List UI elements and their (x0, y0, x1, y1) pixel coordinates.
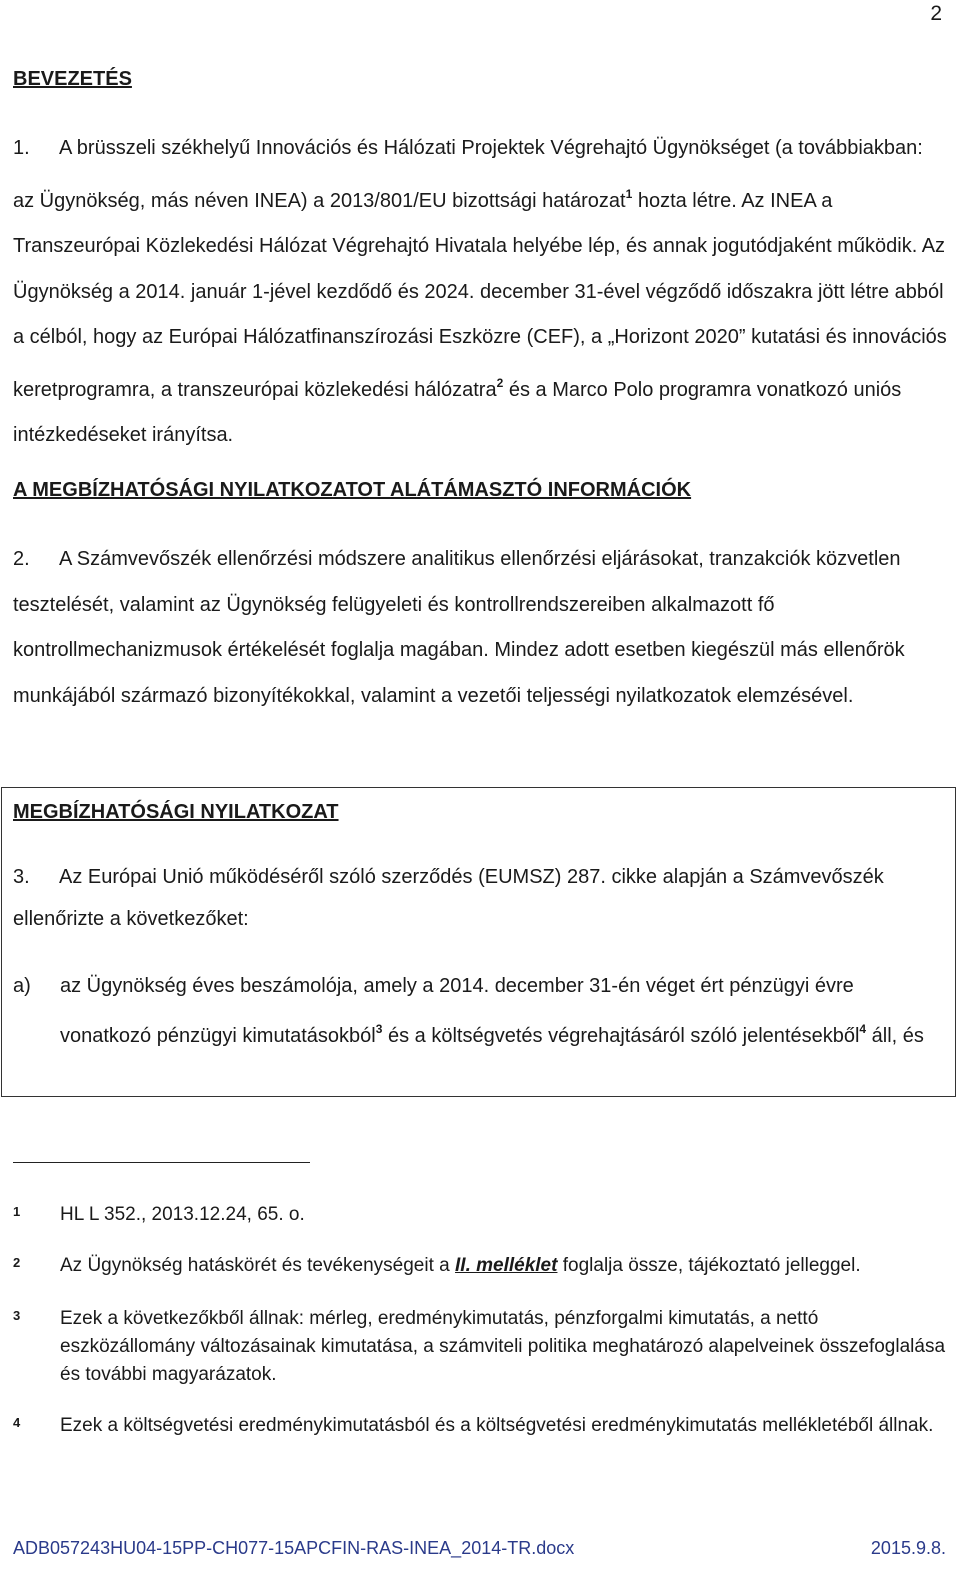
footnote-1 (13, 1201, 948, 1229)
paragraph-text: és a Marco Polo programra vonatkozó uniós intézkedéseket irányítsa. (13, 378, 902, 446)
footnote-reference[interactable]: 1 (625, 186, 633, 201)
section-heading-statement: MEGBÍZHATÓSÁGI NYILATKOZAT (13, 801, 339, 823)
footnote-4 (13, 1412, 948, 1440)
paragraph-3 (13, 856, 948, 940)
footnote-separator (13, 1162, 310, 1163)
page-number: 2 (930, 2, 942, 25)
paragraph-number: 1. (13, 137, 30, 159)
footer-date: 2015.9.8. (870, 1538, 946, 1558)
footnote-mark: 3 (13, 1308, 21, 1323)
list-item-text: áll, és (866, 1025, 924, 1047)
footnote-2 (13, 1252, 948, 1280)
paragraph-text: A Számvevőszék ellenőrzési módszere analitikus ellenőrzési eljárásokat, tranzakciók közvetlen tesztelését, valamint az Ügynökség felügyeleti és kontrollrendszereiben alkalmazott fő kontrollmechanizmusok értékelését foglalja magában. Mindez adott esetben kiegészül más ellenőrök munkájából származó bizonyítékokkal, valamint a vezetői teljességi nyilatkozatok elemzésével. (13, 548, 905, 707)
footnote-text: foglalja össze, tájékoztató jelleggel. (557, 1255, 861, 1276)
footnote-mark: 2 (13, 1255, 21, 1270)
footnote-text: Az Ügynökség hatáskörét és tevékenységeit a (60, 1255, 456, 1276)
footnote-mark: 4 (13, 1415, 21, 1430)
footer-document-name: ADB057243HU04-15PP-CH077-15APCFIN-RAS-INEA_2014-TR.docx (13, 1538, 575, 1558)
paragraph-number: 2. (13, 548, 30, 570)
paragraph-text: A brüsszeli székhelyű Innovációs és Hálózati Projektek Végrehajtó Ügynökséget (a továbbiakban: az Ügynökség, más néven INEA) a 2013/801/EU bizottsági határozat (13, 137, 923, 212)
paragraph-text: Az Európai Unió működéséről szóló szerződés (EUMSZ) 287. cikke alapján a Számvevőszék ellenőrizte a következőket: (13, 866, 884, 930)
footnote-reference[interactable]: 4 (859, 1022, 867, 1036)
footnote-text: Ezek a költségvetési eredménykimutatásból és a költségvetési eredménykimutatás mellékletéből állnak. (60, 1415, 934, 1436)
list-item-text: és a költségvetés végrehajtásáról szóló jelentésekből (382, 1025, 860, 1047)
footnote-reference[interactable]: 3 (375, 1022, 383, 1036)
list-item-text: az Ügynökség éves beszámolója, amely a 2014. december 31-én véget ért pénzügyi évre vonatkozó pénzügyi kimutatásokból (60, 975, 854, 1047)
footnote-text: Ezek a következőkből állnak: mérleg, eredménykimutatás, pénzforgalmi kimutatás, a nettó eszközállomány változásainak kimutatása, a számviteli politika meghatározó alapelveinek összefoglalása és további magyarázatok. (60, 1308, 946, 1385)
paragraph-text: hozta létre. Az INEA a Transzeurópai Közlekedési Hálózat Végrehajtó Hivatala helyébe lép, és annak jogutódjaként működik. Az Ügynökség a 2014. január 1-jével kezdődő és 2024. december 31-ével végződő időszakra jött létre abból a célból, hogy az Európai Hálózatfinanszírozási Eszközre (CEF), a „Horizont 2020” kutatási és innovációs keretprogramra, a transzeurópai közlekedési hálózatra (13, 189, 947, 401)
footnote-reference[interactable]: 2 (496, 375, 504, 390)
paragraph-number: 3. (13, 866, 30, 888)
annex-link[interactable]: II. melléklet (455, 1255, 558, 1276)
list-item-label: a) (13, 975, 31, 997)
paragraph-2 (13, 537, 948, 719)
section-heading-information: A MEGBÍZHATÓSÁGI NYILATKOZATOT ALÁTÁMASZTÓ INFORMÁCIÓK (13, 479, 692, 501)
footnote-3 (13, 1305, 948, 1389)
footnote-mark: 1 (13, 1204, 21, 1219)
list-item-a (13, 965, 943, 1058)
section-heading-introduction: BEVEZETÉS (13, 68, 132, 90)
paragraph-1 (13, 126, 948, 459)
footnote-text: HL L 352., 2013.12.24, 65. o. (60, 1204, 305, 1225)
